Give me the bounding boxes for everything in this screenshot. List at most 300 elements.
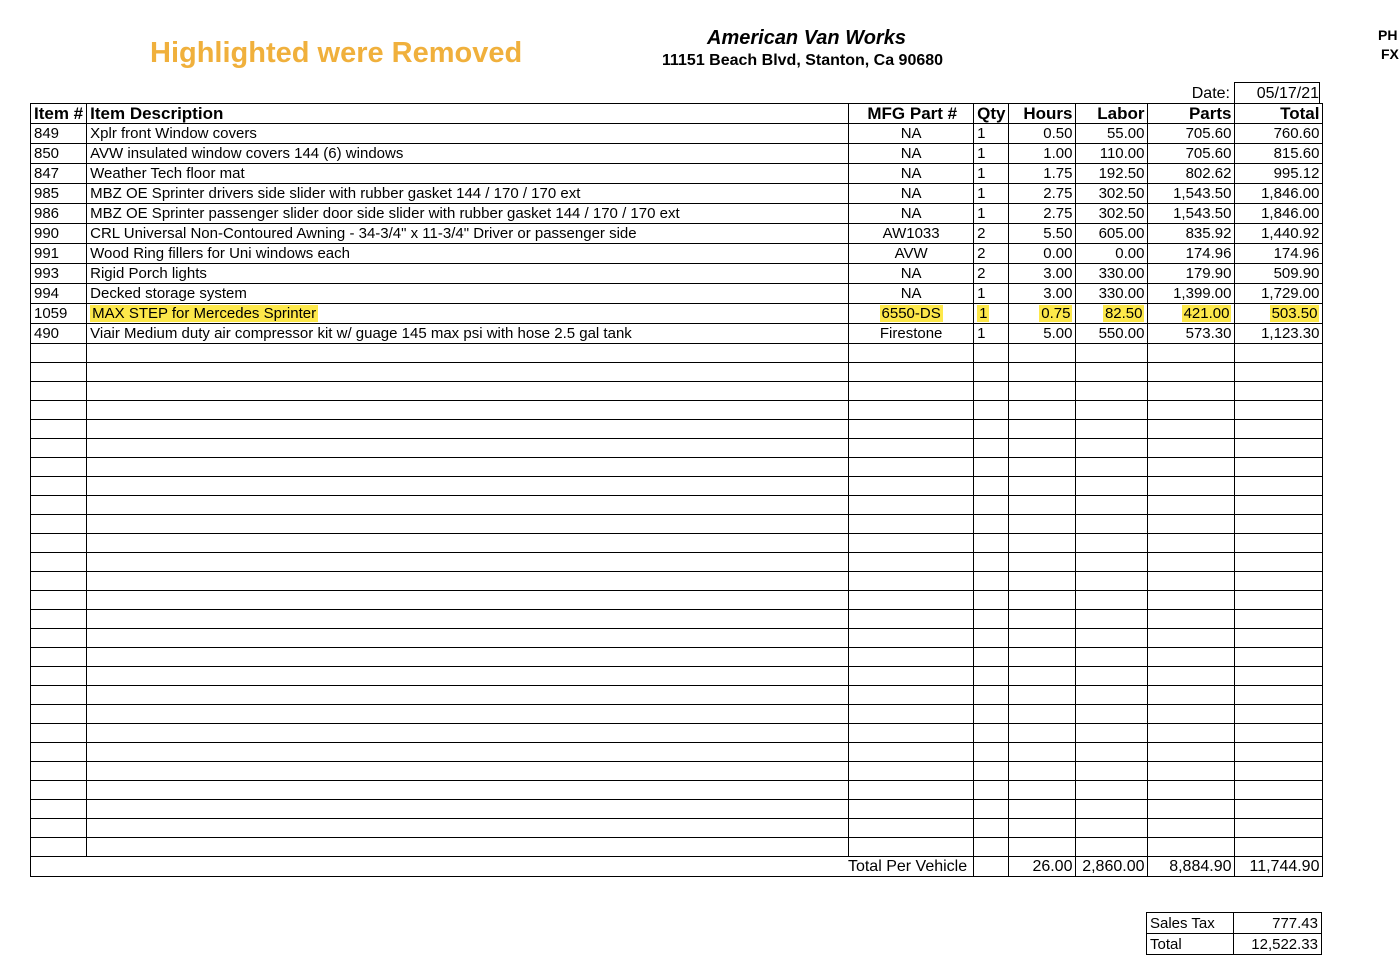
item-total — [1235, 344, 1323, 363]
item-qty — [974, 184, 1009, 204]
total-labor: 2,860.00 — [1076, 857, 1148, 877]
item-qty — [974, 344, 1009, 363]
item-description — [87, 477, 849, 496]
item-labor — [1076, 224, 1148, 244]
item-hours-text: 1.00 — [1043, 145, 1073, 162]
table-row — [31, 144, 1323, 164]
item-labor — [1076, 477, 1148, 496]
item-description — [87, 184, 849, 204]
item-qty — [974, 204, 1009, 224]
col-parts: Parts — [1148, 104, 1235, 124]
item-number — [31, 344, 87, 363]
item-total — [1235, 667, 1323, 686]
item-parts — [1148, 705, 1235, 724]
item-parts — [1148, 743, 1235, 762]
item-hours — [1009, 420, 1076, 439]
item-description — [87, 724, 849, 743]
item-labor — [1076, 762, 1148, 781]
item-qty — [974, 534, 1009, 553]
item-labor-text: 192.50 — [1098, 165, 1145, 182]
item-description — [87, 420, 849, 439]
mfg-part — [849, 781, 974, 800]
item-hours — [1009, 401, 1076, 420]
item-total — [1235, 124, 1323, 144]
item-hours — [1009, 458, 1076, 477]
item-parts — [1148, 344, 1235, 363]
item-labor — [1076, 705, 1148, 724]
item-number — [31, 439, 87, 458]
item-parts — [1148, 244, 1235, 264]
item-hours-text: 0.00 — [1043, 245, 1073, 262]
mfg-part — [849, 304, 974, 324]
item-description-text: CRL Universal Non-Contoured Awning - 34-3/4" x 11-3/4" Driver or passenger side — [90, 225, 637, 242]
item-parts-text: 705.60 — [1185, 125, 1232, 142]
mfg-part-text: NA — [900, 125, 922, 142]
item-number — [31, 667, 87, 686]
item-description-text: Decked storage system — [90, 285, 247, 302]
item-qty — [974, 224, 1009, 244]
item-number — [31, 164, 87, 184]
item-description-text: Weather Tech floor mat — [90, 165, 245, 182]
item-description — [87, 382, 849, 401]
item-labor — [1076, 648, 1148, 667]
item-parts — [1148, 439, 1235, 458]
item-parts — [1148, 363, 1235, 382]
item-qty-text: 2 — [977, 245, 986, 262]
item-number — [31, 553, 87, 572]
mfg-part — [849, 629, 974, 648]
table-row — [31, 264, 1323, 284]
item-number — [31, 184, 87, 204]
item-number — [31, 705, 87, 724]
mfg-part — [849, 420, 974, 439]
mfg-part — [849, 477, 974, 496]
item-parts-text: 174.96 — [1185, 245, 1232, 262]
item-labor-text: 302.50 — [1098, 185, 1145, 202]
item-hours — [1009, 244, 1076, 264]
item-qty-text: 1 — [977, 205, 986, 222]
grand-total-label: Total — [1147, 934, 1234, 955]
item-description — [87, 124, 849, 144]
item-hours-text: 5.50 — [1043, 225, 1073, 242]
item-hours — [1009, 572, 1076, 591]
item-labor — [1076, 667, 1148, 686]
item-total — [1235, 591, 1323, 610]
item-qty — [974, 264, 1009, 284]
item-qty — [974, 705, 1009, 724]
item-parts — [1148, 477, 1235, 496]
item-labor — [1076, 363, 1148, 382]
item-qty — [974, 762, 1009, 781]
blank-row — [31, 572, 1323, 591]
item-qty-text: 1 — [977, 125, 986, 142]
mfg-part — [849, 667, 974, 686]
item-labor — [1076, 534, 1148, 553]
date-label: Date: — [1191, 85, 1230, 102]
item-hours — [1009, 204, 1076, 224]
item-description — [87, 458, 849, 477]
table-row — [31, 284, 1323, 304]
item-description-text: Xplr front Window covers — [90, 125, 257, 142]
item-hours — [1009, 819, 1076, 838]
item-total — [1235, 515, 1323, 534]
header-row — [31, 104, 1323, 124]
item-description — [87, 164, 849, 184]
item-description-text: Viair Medium duty air compressor kit w/ guage 145 max psi with hose 2.5 gal tank — [90, 325, 632, 342]
item-parts-text: 421.00 — [1183, 305, 1230, 322]
mfg-part — [849, 591, 974, 610]
item-parts — [1148, 458, 1235, 477]
item-number — [31, 724, 87, 743]
item-qty — [974, 572, 1009, 591]
item-total-text: 1,440.92 — [1261, 225, 1320, 242]
mfg-part — [849, 496, 974, 515]
item-qty-text: 2 — [977, 265, 986, 282]
item-parts — [1148, 838, 1235, 857]
item-labor-text: 330.00 — [1098, 285, 1145, 302]
mfg-part — [849, 515, 974, 534]
item-qty — [974, 743, 1009, 762]
item-description — [87, 686, 849, 705]
item-labor — [1076, 401, 1148, 420]
item-parts — [1148, 224, 1235, 244]
item-qty — [974, 401, 1009, 420]
item-qty — [974, 838, 1009, 857]
items-body — [31, 124, 1323, 857]
mfg-part — [849, 686, 974, 705]
item-qty — [974, 591, 1009, 610]
mfg-part — [849, 264, 974, 284]
item-number — [31, 496, 87, 515]
item-parts — [1148, 496, 1235, 515]
item-number-text: 986 — [34, 205, 60, 222]
item-hours — [1009, 164, 1076, 184]
item-total — [1235, 244, 1323, 264]
item-labor — [1076, 204, 1148, 224]
item-description — [87, 284, 849, 304]
blank-row — [31, 477, 1323, 496]
item-qty-text: 1 — [977, 145, 986, 162]
item-hours — [1009, 686, 1076, 705]
item-parts — [1148, 401, 1235, 420]
item-parts — [1148, 515, 1235, 534]
mfg-part-text: 6550-DS — [881, 305, 941, 322]
company-name: American Van Works — [707, 27, 906, 49]
blank-row — [31, 458, 1323, 477]
blank-row — [31, 439, 1323, 458]
item-description — [87, 743, 849, 762]
item-description — [87, 800, 849, 819]
blank-row — [31, 800, 1323, 819]
item-total — [1235, 144, 1323, 164]
item-number — [31, 363, 87, 382]
item-number — [31, 686, 87, 705]
item-hours — [1009, 304, 1076, 324]
item-number-text: 849 — [34, 125, 60, 142]
item-hours — [1009, 439, 1076, 458]
item-parts-text: 573.30 — [1185, 325, 1232, 342]
item-parts-text: 1,543.50 — [1173, 185, 1232, 202]
item-total — [1235, 781, 1323, 800]
item-parts — [1148, 762, 1235, 781]
item-description — [87, 762, 849, 781]
item-qty — [974, 819, 1009, 838]
item-number — [31, 284, 87, 304]
blank-row — [31, 667, 1323, 686]
item-labor — [1076, 686, 1148, 705]
item-parts — [1148, 781, 1235, 800]
blank-row — [31, 363, 1323, 382]
item-description — [87, 705, 849, 724]
item-number — [31, 124, 87, 144]
item-qty — [974, 800, 1009, 819]
mfg-part — [849, 124, 974, 144]
blank-row — [31, 534, 1323, 553]
item-labor-text: 110.00 — [1099, 145, 1145, 162]
total-qty-blank — [974, 857, 1009, 877]
mfg-part — [849, 439, 974, 458]
item-hours — [1009, 144, 1076, 164]
blank-row — [31, 629, 1323, 648]
item-labor-text: 55.00 — [1106, 125, 1145, 142]
item-hours — [1009, 224, 1076, 244]
item-hours-text: 2.75 — [1043, 205, 1073, 222]
item-labor — [1076, 324, 1148, 344]
item-total — [1235, 553, 1323, 572]
item-hours — [1009, 324, 1076, 344]
item-labor-text: 330.00 — [1098, 265, 1145, 282]
blank-row — [31, 515, 1323, 534]
mfg-part — [849, 324, 974, 344]
phone-label: PH — [1378, 27, 1398, 43]
item-labor-text: 0.00 — [1115, 245, 1145, 262]
item-number — [31, 762, 87, 781]
item-parts — [1148, 553, 1235, 572]
item-number — [31, 648, 87, 667]
mfg-part — [849, 553, 974, 572]
item-qty — [974, 124, 1009, 144]
item-number — [31, 572, 87, 591]
item-qty — [974, 629, 1009, 648]
item-qty — [974, 304, 1009, 324]
item-total — [1235, 363, 1323, 382]
col-labor: Labor — [1076, 104, 1148, 124]
item-number — [31, 382, 87, 401]
item-number — [31, 420, 87, 439]
mfg-part — [849, 224, 974, 244]
blank-row — [31, 781, 1323, 800]
item-total — [1235, 304, 1323, 324]
mfg-part — [849, 144, 974, 164]
item-total — [1235, 724, 1323, 743]
item-parts-text: 705.60 — [1185, 145, 1232, 162]
item-qty — [974, 496, 1009, 515]
item-total — [1235, 838, 1323, 857]
mfg-part — [849, 284, 974, 304]
mfg-part — [849, 705, 974, 724]
item-hours — [1009, 124, 1076, 144]
item-qty-text: 1 — [977, 165, 986, 182]
item-qty — [974, 244, 1009, 264]
mfg-part — [849, 800, 974, 819]
item-qty — [974, 439, 1009, 458]
item-labor — [1076, 344, 1148, 363]
item-parts — [1148, 819, 1235, 838]
item-labor — [1076, 553, 1148, 572]
items-table — [30, 103, 1323, 877]
blank-row — [31, 496, 1323, 515]
item-labor — [1076, 572, 1148, 591]
item-description — [87, 401, 849, 420]
item-labor-text: 605.00 — [1098, 225, 1145, 242]
item-total-text: 1,123.30 — [1261, 325, 1320, 342]
item-qty — [974, 781, 1009, 800]
item-number-text: 994 — [34, 285, 60, 302]
company-address: 11151 Beach Blvd, Stanton, Ca 90680 — [662, 52, 944, 69]
sales-tax-label: Sales Tax — [1147, 913, 1234, 934]
col-item-number: Item # — [31, 104, 87, 124]
table-row — [31, 124, 1323, 144]
blank-row — [31, 344, 1323, 363]
item-qty — [974, 610, 1009, 629]
mfg-part — [849, 819, 974, 838]
item-parts — [1148, 648, 1235, 667]
item-total — [1235, 629, 1323, 648]
item-hours — [1009, 515, 1076, 534]
item-labor — [1076, 164, 1148, 184]
item-hours-text: 3.00 — [1043, 285, 1073, 302]
item-parts — [1148, 686, 1235, 705]
item-labor — [1076, 304, 1148, 324]
item-labor — [1076, 439, 1148, 458]
item-number — [31, 224, 87, 244]
total-parts: 8,884.90 — [1148, 857, 1235, 877]
item-total — [1235, 648, 1323, 667]
item-number-text: 490 — [34, 325, 60, 342]
item-hours-text: 0.75 — [1041, 305, 1071, 322]
item-total — [1235, 164, 1323, 184]
mfg-part — [849, 838, 974, 857]
item-qty — [974, 724, 1009, 743]
item-labor — [1076, 264, 1148, 284]
item-qty — [974, 686, 1009, 705]
item-total — [1235, 401, 1323, 420]
table-row — [31, 324, 1323, 344]
item-number-text: 985 — [34, 185, 60, 202]
item-parts-text: 179.90 — [1185, 265, 1232, 282]
item-number — [31, 838, 87, 857]
item-labor — [1076, 591, 1148, 610]
item-description — [87, 610, 849, 629]
item-parts — [1148, 591, 1235, 610]
mfg-part — [849, 363, 974, 382]
mfg-part-text: NA — [900, 205, 922, 222]
mfg-part-text: NA — [900, 265, 922, 282]
item-hours-text: 5.00 — [1043, 325, 1073, 342]
removed-note: Highlighted were Removed — [150, 37, 523, 69]
item-description-text: MBZ OE Sprinter drivers side slider with rubber gasket 144 / 170 / 170 ext — [90, 185, 581, 202]
item-description — [87, 553, 849, 572]
item-total — [1235, 743, 1323, 762]
blank-row — [31, 686, 1323, 705]
mfg-part-text: NA — [900, 185, 922, 202]
item-number — [31, 819, 87, 838]
item-number — [31, 515, 87, 534]
mfg-part — [849, 184, 974, 204]
item-labor — [1076, 184, 1148, 204]
item-total — [1235, 610, 1323, 629]
item-description — [87, 439, 849, 458]
item-number — [31, 743, 87, 762]
item-labor — [1076, 244, 1148, 264]
item-qty — [974, 515, 1009, 534]
mfg-part — [849, 344, 974, 363]
item-parts-text: 1,399.00 — [1173, 285, 1232, 302]
item-number-text: 1059 — [34, 305, 68, 322]
item-parts — [1148, 164, 1235, 184]
item-number — [31, 534, 87, 553]
item-hours-text: 0.50 — [1043, 125, 1073, 142]
blank-row — [31, 705, 1323, 724]
item-number-text: 993 — [34, 265, 60, 282]
mfg-part-text: NA — [900, 285, 922, 302]
col-total: Total — [1235, 104, 1323, 124]
item-number — [31, 324, 87, 344]
item-total — [1235, 420, 1323, 439]
mfg-part-text: AVW — [894, 245, 928, 262]
item-description — [87, 819, 849, 838]
item-total — [1235, 686, 1323, 705]
table-row — [31, 224, 1323, 244]
item-qty — [974, 284, 1009, 304]
item-description — [87, 629, 849, 648]
item-parts — [1148, 382, 1235, 401]
item-hours — [1009, 800, 1076, 819]
item-labor — [1076, 284, 1148, 304]
total-per-vehicle-label: Total Per Vehicle — [31, 857, 974, 877]
item-qty — [974, 324, 1009, 344]
item-parts — [1148, 144, 1235, 164]
mfg-part — [849, 610, 974, 629]
total-hours: 26.00 — [1009, 857, 1076, 877]
item-parts — [1148, 572, 1235, 591]
item-total-text: 1,846.00 — [1261, 185, 1320, 202]
item-total — [1235, 477, 1323, 496]
item-hours — [1009, 184, 1076, 204]
total-per-vehicle-row — [31, 857, 1323, 877]
item-description — [87, 344, 849, 363]
item-total-text: 509.90 — [1273, 265, 1320, 282]
item-description — [87, 838, 849, 857]
item-number-text: 991 — [34, 245, 60, 262]
total-amount: 11,744.90 — [1235, 857, 1323, 877]
item-description — [87, 534, 849, 553]
item-parts — [1148, 184, 1235, 204]
item-hours — [1009, 477, 1076, 496]
mfg-part — [849, 572, 974, 591]
mfg-part — [849, 724, 974, 743]
item-total — [1235, 534, 1323, 553]
item-total — [1235, 705, 1323, 724]
item-qty-text: 2 — [977, 225, 986, 242]
col-qty: Qty — [974, 104, 1009, 124]
mfg-part — [849, 164, 974, 184]
item-description — [87, 264, 849, 284]
item-total — [1235, 224, 1323, 244]
item-qty-text: 1 — [977, 185, 986, 202]
mfg-part — [849, 648, 974, 667]
blank-row — [31, 838, 1323, 857]
